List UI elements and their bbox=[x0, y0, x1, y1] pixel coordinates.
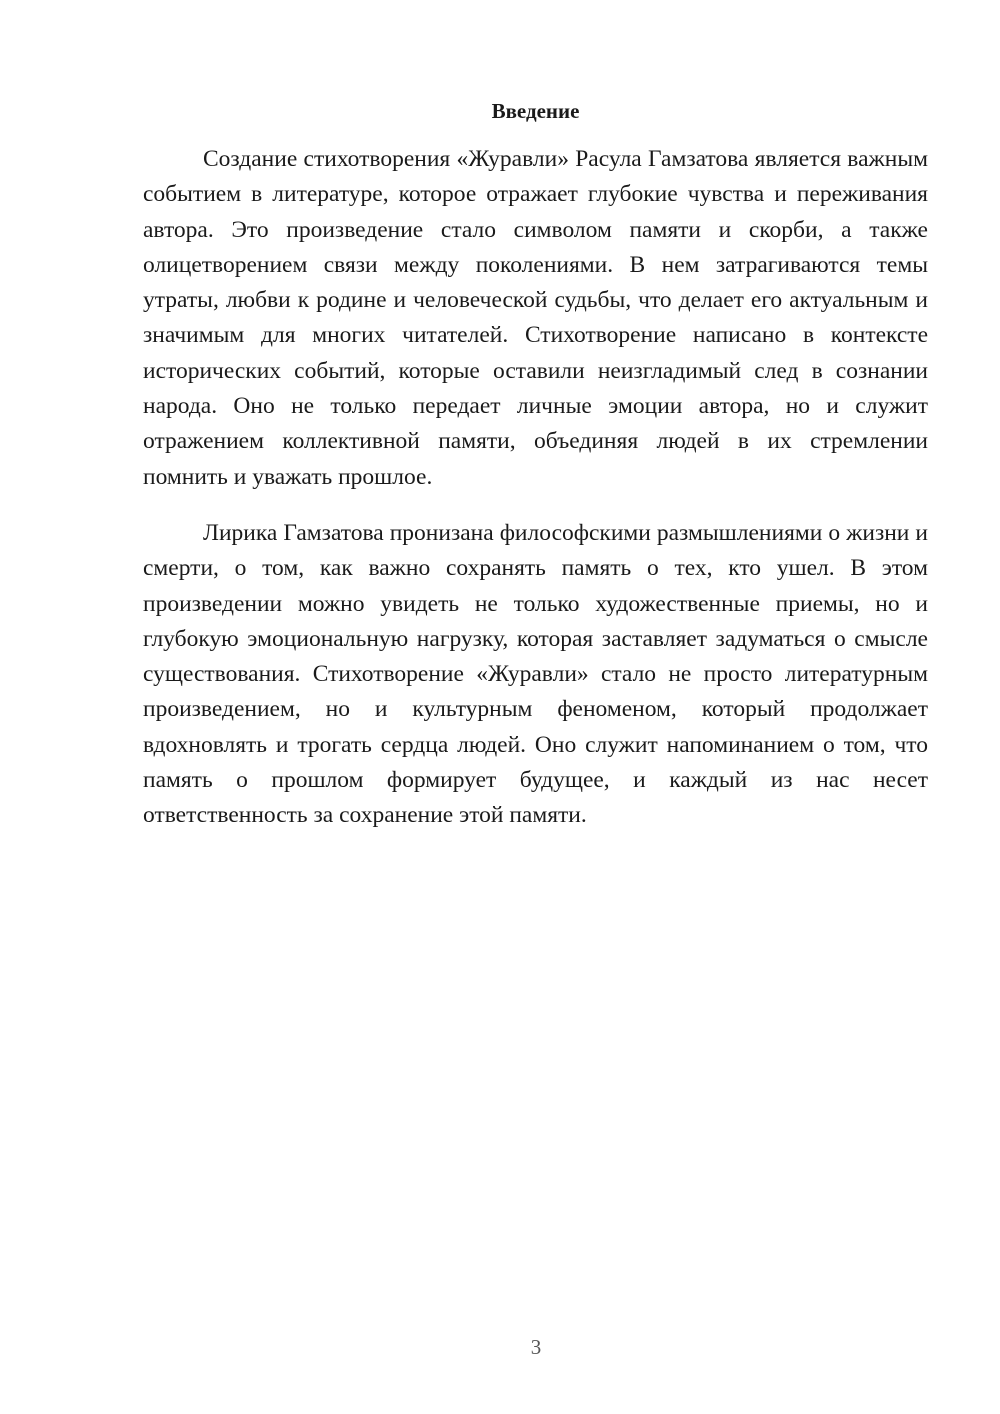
section-heading: Введение bbox=[491, 99, 580, 123]
paragraph-intro: Создание стихотворения «Журавли» Расула Гамзатова является важным событием в литературе, которое отражает глубокие чувства и переживания автора. Это произведение стало символом памяти и скорби, а также олицетворением связи между поколениями. В нем затрагиваются темы утраты, любви к родине и человеческой судьбы, что делает его актуальным и значимым для многих читателей. Стихотворение написано в контексте исторических событий, которые оставили неизгладимый след в сознании народа. Оно не только передает личные эмоции автора, но и служит отражением коллективной памяти, объединяя людей в их стремлении помнить и уважать прошлое. bbox=[143, 146, 928, 490]
page-number: 3 bbox=[530, 1335, 542, 1359]
paragraph-lyrics: Лирика Гамзатова пронизана философскими размышлениями о жизни и смерти, о том, как важно сохранять память о тех, кто ушел. В этом произведении можно увидеть не только художественные приемы, но и глубокую эмоциональную нагрузку, которая заставляет задуматься о смысле существования. Стихотворение «Журавли» стало не просто литературным произведением, но и культурным феноменом, который продолжает вдохновлять и трогать сердца людей. Оно служит напоминанием о том, что память о прошлом формирует будущее, и каждый из нас несет ответственность за сохранение этой памяти. bbox=[143, 520, 928, 829]
